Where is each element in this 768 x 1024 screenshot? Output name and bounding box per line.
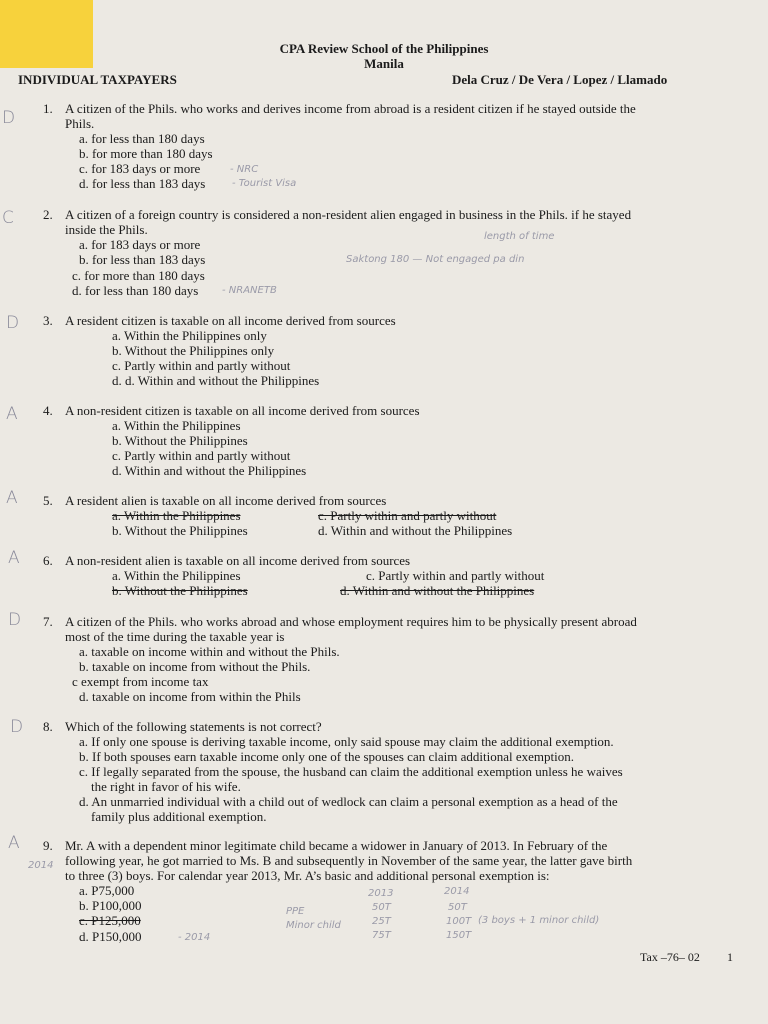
question-text: Which of the following statements is not correct? xyxy=(65,719,322,734)
choice-d: d. Within and without the Philippines xyxy=(318,523,513,538)
handwritten-note: 2014 xyxy=(28,860,54,871)
handwritten-note: - NRANETB xyxy=(222,285,277,296)
handwritten-note: - Tourist Visa xyxy=(232,178,297,189)
choice-d: d. An unmarried individual with a child out of wedlock can claim a personal exemption as a head of the xyxy=(79,794,618,809)
question-number: 9. xyxy=(43,838,53,853)
question-text: Mr. A with a dependent minor legitimate child became a widower in January of 2013. In February of the xyxy=(65,838,608,853)
question-text: A resident alien is taxable on all income derived from sources xyxy=(65,493,387,508)
question-number: 6. xyxy=(43,553,53,568)
question-text-cont: inside the Phils. xyxy=(65,222,148,237)
question-text-cont: most of the time during the taxable year is xyxy=(65,629,285,644)
handwritten-note: length of time xyxy=(484,231,555,242)
choice-a: a. Within the Philippines xyxy=(112,418,241,433)
choice-c: c. Partly within and partly without xyxy=(366,568,545,583)
margin-answer-1: D xyxy=(2,108,16,128)
calc-col2-head: 2014 xyxy=(444,886,470,897)
choice-d: d. for less than 180 days xyxy=(72,283,199,298)
choice-d-cont: family plus additional exemption. xyxy=(91,809,267,824)
choice-b: b. for less than 183 days xyxy=(79,252,206,267)
school-name: CPA Review School of the Philippines xyxy=(279,41,489,56)
calc-value: 75T xyxy=(372,930,391,941)
question-text-cont: following year, he got married to Ms. B and subsequently in November of the same year, the latter gave birth xyxy=(65,853,633,868)
choice-a: a. for 183 days or more xyxy=(79,237,201,252)
calc-value: 50T xyxy=(372,902,391,913)
calc-col1-head: 2013 xyxy=(368,888,394,899)
margin-answer-8: D xyxy=(10,717,24,737)
question-number: 2. xyxy=(43,207,53,222)
question-number: 5. xyxy=(43,493,53,508)
choice-b: b. P100,000 xyxy=(79,898,142,913)
choice-a: a. If only one spouse is deriving taxable income, only said spouse may claim the additional exemption. xyxy=(79,734,614,749)
calc-value: 150T xyxy=(446,930,472,941)
choice-c: c. Partly within and partly without xyxy=(112,448,291,463)
topic-title: INDIVIDUAL TAXPAYERS xyxy=(18,72,177,87)
calc-value: 25T xyxy=(372,916,391,927)
handwritten-note: Saktong 180 — Not engaged pa din xyxy=(346,254,525,265)
choice-b: b. for more than 180 days xyxy=(79,146,213,161)
choice-c: c. If legally separated from the spouse, the husband can claim the additional exemption unless he waives xyxy=(79,764,623,779)
margin-answer-2: C xyxy=(2,208,14,228)
margin-answer-5: A xyxy=(6,488,18,508)
question-text: A resident citizen is taxable on all income derived from sources xyxy=(65,313,396,328)
calc-row-label: PPE xyxy=(286,906,305,917)
question-text: A non-resident citizen is taxable on all income derived from sources xyxy=(65,403,420,418)
choice-d: d. P150,000 xyxy=(79,929,142,944)
choice-b: b. Without the Philippines only xyxy=(112,343,275,358)
choice-d: d. d. Within and without the Philippines xyxy=(112,373,320,388)
handwritten-note: - NRC xyxy=(230,164,259,175)
handwritten-note: - 2014 xyxy=(178,932,211,943)
choice-a: a. P75,000 xyxy=(79,883,135,898)
choice-c: c. Partly within and partly without xyxy=(112,358,291,373)
question-number: 8. xyxy=(43,719,53,734)
choice-a: a. Within the Philippines xyxy=(112,508,241,523)
choice-c-cont: the right in favor of his wife. xyxy=(91,779,241,794)
choice-c: c. P125,000 xyxy=(79,913,141,928)
margin-answer-6: A xyxy=(8,548,20,568)
question-text: A citizen of the Phils. who works and derives income from abroad is a resident citizen if he stayed outside the xyxy=(65,101,636,116)
choice-a: a. Within the Philippines xyxy=(112,568,241,583)
choice-c: c exempt from income tax xyxy=(72,674,209,689)
choice-b: b. Without the Philippines xyxy=(112,583,248,598)
choice-c: c. for more than 180 days xyxy=(72,268,205,283)
choice-d: d. Within and without the Philippines xyxy=(112,463,307,478)
calc-remark: (3 boys + 1 minor child) xyxy=(478,915,600,926)
choice-b: b. taxable on income from without the Phils. xyxy=(79,659,311,674)
question-text: A citizen of a foreign country is considered a non-resident alien engaged in business in the Phils. if he stayed xyxy=(65,207,632,222)
footer-code: Tax –76– 02 xyxy=(640,950,700,964)
margin-answer-4: A xyxy=(6,404,18,424)
city-name: Manila xyxy=(364,56,404,71)
margin-answer-3: D xyxy=(6,313,20,333)
choice-a: a. taxable on income within and without the Phils. xyxy=(79,644,340,659)
calc-row-label: Minor child xyxy=(286,920,341,931)
choice-b: b. Without the Philippines xyxy=(112,433,248,448)
choice-b: b. Without the Philippines xyxy=(112,523,248,538)
calc-value: 100T xyxy=(446,916,472,927)
choice-a: a. Within the Philippines only xyxy=(112,328,267,343)
question-text-cont: to three (3) boys. For calendar year 2013, Mr. A’s basic and additional personal exemption is: xyxy=(65,868,550,883)
choice-d: d. for less than 183 days xyxy=(79,176,206,191)
choice-c: c. for 183 days or more xyxy=(79,161,201,176)
question-text: A citizen of the Phils. who works abroad and whose employment requires him to be physically present abroad xyxy=(65,614,637,629)
choice-c: c. Partly within and partly without xyxy=(318,508,497,523)
question-number: 3. xyxy=(43,313,53,328)
choice-b: b. If both spouses earn taxable income only one of the spouses can claim additional exemption. xyxy=(79,749,574,764)
calc-value: 50T xyxy=(448,902,467,913)
question-number: 7. xyxy=(43,614,53,629)
question-text-cont: Phils. xyxy=(65,116,95,131)
question-number: 1. xyxy=(43,101,53,116)
question-number: 4. xyxy=(43,403,53,418)
choice-a: a. for less than 180 days xyxy=(79,131,205,146)
margin-answer-9: A xyxy=(8,833,20,853)
margin-answer-7: D xyxy=(8,610,22,630)
page-number: 1 xyxy=(727,950,733,964)
authors: Dela Cruz / De Vera / Lopez / Llamado xyxy=(452,72,668,87)
choice-d: d. Within and without the Philippines xyxy=(340,583,535,598)
question-text: A non-resident alien is taxable on all income derived from sources xyxy=(65,553,411,568)
choice-d: d. taxable on income from within the Phils xyxy=(79,689,301,704)
